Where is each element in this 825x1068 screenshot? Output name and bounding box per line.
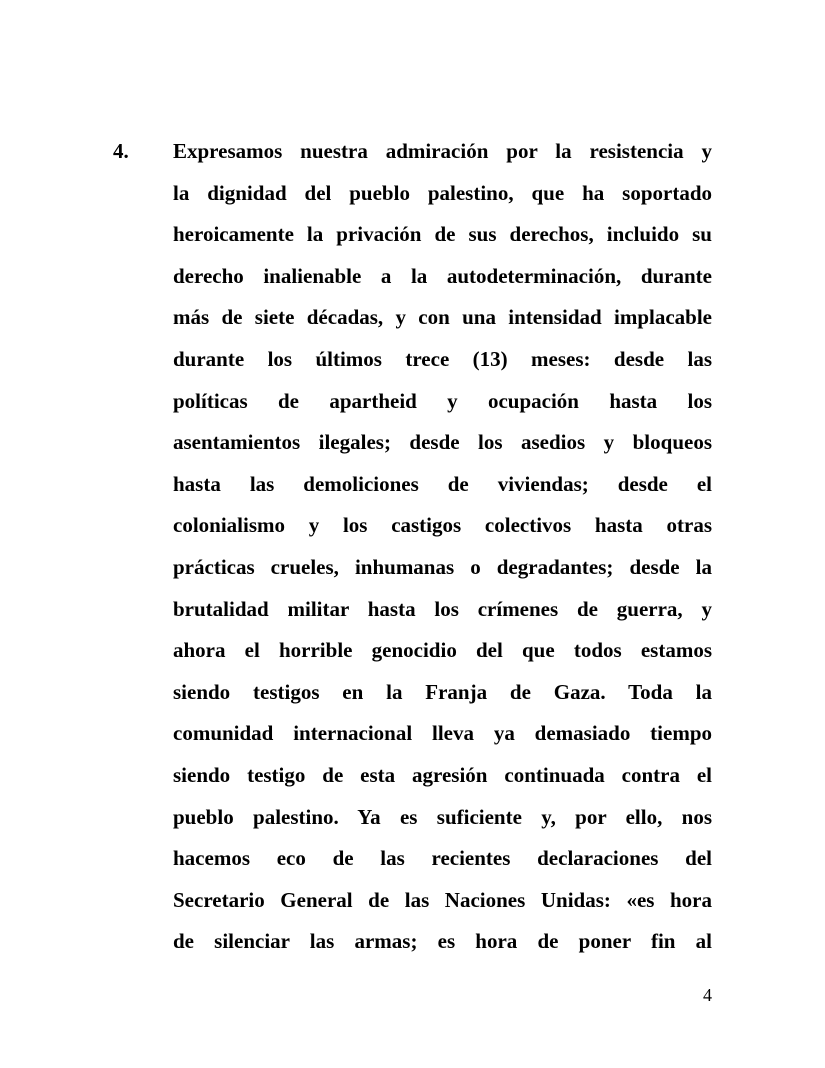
paragraph-line: Expresamos nuestra admiración por la resistencia y xyxy=(173,139,712,163)
paragraph-line: siendo testigo de esta agresión continuada contra el xyxy=(173,762,712,787)
paragraph-line: heroicamente la privación de sus derechos, incluido su xyxy=(173,222,712,247)
paragraph-line: comunidad internacional lleva ya demasiado tiempo xyxy=(173,721,712,746)
paragraph-line: asentamientos ilegales; desde los asedios y bloqueos xyxy=(173,430,712,455)
paragraph-number: 4. xyxy=(113,139,129,163)
paragraph-line: de silenciar las armas; es hora de poner fin al xyxy=(173,929,712,954)
paragraph-line: brutalidad militar hasta los crímenes de guerra, y xyxy=(173,596,712,621)
page-number: 4 xyxy=(703,985,712,1005)
paragraph-body xyxy=(173,131,712,963)
paragraph-line: colonialismo y los castigos colectivos hasta otras xyxy=(173,513,712,538)
paragraph-line: pueblo palestino. Ya es suficiente y, por ello, nos xyxy=(173,804,712,829)
paragraph-line: políticas de apartheid y ocupación hasta los xyxy=(173,388,712,413)
paragraph-line: durante los últimos trece (13) meses: desde las xyxy=(173,346,712,371)
paragraph-line: hasta las demoliciones de viviendas; desde el xyxy=(173,471,712,496)
paragraph-line: la dignidad del pueblo palestino, que ha soportado xyxy=(173,180,712,205)
paragraph-line: ahora el horrible genocidio del que todos estamos xyxy=(173,638,712,663)
paragraph-line: prácticas crueles, inhumanas o degradantes; desde la xyxy=(173,554,712,579)
paragraph-line: siendo testigos en la Franja de Gaza. Toda la xyxy=(173,679,712,704)
paragraph-line: Secretario General de las Naciones Unidas: «es hora xyxy=(173,887,712,912)
paragraph-line: derecho inalienable a la autodeterminación, durante xyxy=(173,263,712,288)
paragraph-line: más de siete décadas, y con una intensidad implacable xyxy=(173,305,712,330)
paragraph-line: hacemos eco de las recientes declaraciones del xyxy=(173,846,712,871)
numbered-paragraph xyxy=(113,131,712,963)
